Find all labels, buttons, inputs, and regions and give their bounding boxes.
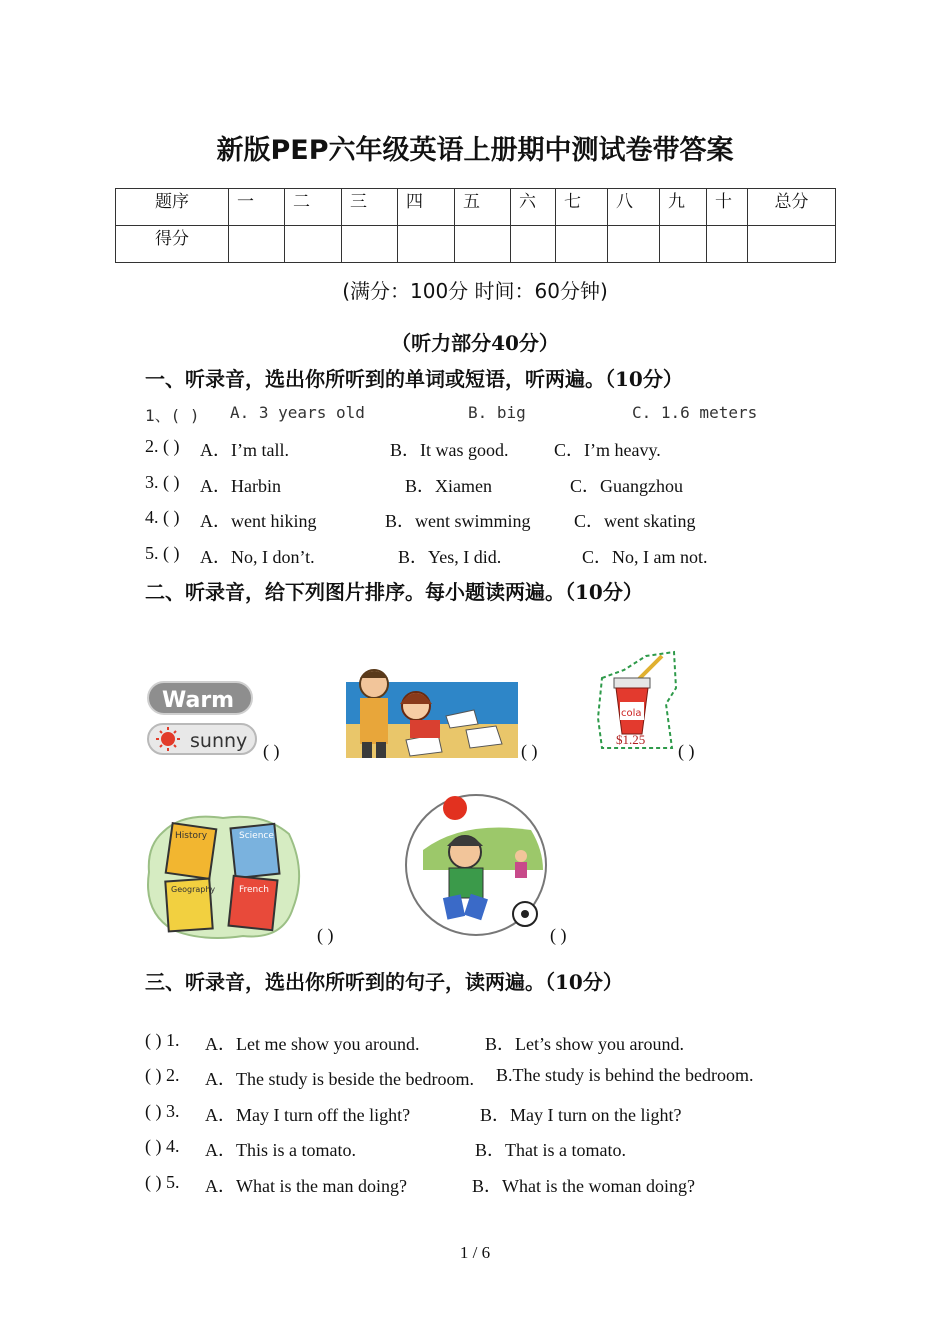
section3-heading: 三、听录音，选出你所听到的句子，读两遍。（10分） — [145, 970, 623, 994]
answer-blank[interactable]: ( ) — [521, 741, 538, 761]
option-b: B．Xiamen — [405, 476, 492, 496]
question-number: ( ) 3. — [145, 1101, 180, 1121]
question-number: 2. ( ) — [145, 436, 180, 456]
option-a: A．went hiking — [200, 511, 317, 531]
answer-blank[interactable]: ( ) — [317, 925, 334, 945]
exam-meta: (满分：100分 时间：60分钟) — [342, 279, 608, 303]
question-number: 5. ( ) — [145, 543, 180, 563]
table-cell: 题序 — [116, 189, 229, 226]
score-input-cell[interactable] — [556, 226, 608, 263]
option-a: A．This is a tomato. — [205, 1140, 356, 1160]
score-input-cell[interactable] — [707, 226, 748, 263]
section1-heading: 一、听录音，选出你所听到的单词或短语，听两遍。（10分） — [145, 367, 683, 391]
option-b: B．Yes, I did. — [398, 547, 502, 567]
table-cell: 四 — [398, 189, 455, 226]
score-input-cell[interactable] — [398, 226, 455, 263]
option-b: B．What is the woman doing? — [472, 1176, 695, 1196]
score-input-cell[interactable] — [608, 226, 660, 263]
option-c: C．went skating — [574, 511, 696, 531]
option-b: B．May I turn on the light? — [480, 1105, 682, 1125]
weather-word-sunny: sunny — [190, 730, 248, 752]
option-b: B．It was good. — [390, 440, 509, 460]
answer-blank[interactable]: ( ) — [550, 925, 567, 945]
option-a: A．Harbin — [200, 476, 281, 496]
option-a: A．What is the man doing? — [205, 1176, 407, 1196]
question-number: ( ) 4. — [145, 1136, 180, 1156]
option-a: A．I’m tall. — [200, 440, 289, 460]
books-picture — [143, 812, 305, 940]
table-cell: 五 — [455, 189, 511, 226]
table-cell: 得分 — [116, 226, 229, 263]
question-number: ( ) 5. — [145, 1172, 180, 1192]
table-cell: 十 — [707, 189, 748, 226]
answer-blank[interactable]: ( ) — [263, 741, 280, 761]
classroom-picture — [346, 664, 518, 758]
score-input-cell[interactable] — [511, 226, 556, 263]
score-input-cell[interactable] — [660, 226, 707, 263]
question-number: ( ) 1. — [145, 1030, 180, 1050]
question-number: 4. ( ) — [145, 507, 180, 527]
option-b: B.The study is behind the bedroom. — [496, 1065, 754, 1085]
table-cell: 九 — [660, 189, 707, 226]
table-cell: 六 — [511, 189, 556, 226]
question-number: 3. ( ) — [145, 472, 180, 492]
cola-label: cola — [621, 708, 642, 719]
book-label-geography: Geography — [171, 885, 216, 894]
option-b: B．went swimming — [385, 511, 531, 531]
option-b: B. big — [468, 403, 526, 422]
option-c: C．Guangzhou — [570, 476, 683, 496]
score-table-score-row — [116, 226, 836, 263]
option-a: A．The study is beside the bedroom. — [205, 1069, 474, 1089]
option-a: A. 3 years old — [230, 403, 365, 422]
option-a: A．No, I don’t. — [200, 547, 315, 567]
weather-word-warm: Warm — [162, 688, 235, 713]
cola-price: $1.25 — [616, 732, 646, 747]
table-cell: 一 — [229, 189, 285, 226]
page-number: 1 / 6 — [459, 1243, 491, 1262]
score-input-cell[interactable] — [285, 226, 342, 263]
question-number: 1、( ) — [145, 406, 200, 425]
cola-picture — [596, 648, 680, 754]
option-a: A．Let me show you around. — [205, 1034, 420, 1054]
option-c: C．I’m heavy. — [554, 440, 661, 460]
score-table — [115, 188, 836, 263]
table-cell: 二 — [285, 189, 342, 226]
book-label-science: Science — [239, 831, 274, 841]
answer-blank[interactable]: ( ) — [678, 741, 695, 761]
option-a: A．May I turn off the light? — [205, 1105, 411, 1125]
book-label-history: History — [175, 831, 208, 841]
option-c: C. 1.6 meters — [632, 403, 758, 422]
score-table-header-row — [116, 189, 836, 226]
score-input-cell[interactable] — [342, 226, 398, 263]
page-title: 新版PEP六年级英语上册期中测试卷带答案 — [216, 135, 734, 166]
table-cell: 八 — [608, 189, 660, 226]
option-b: B．Let’s show you around. — [485, 1034, 684, 1054]
table-cell: 三 — [342, 189, 398, 226]
football-picture — [403, 790, 549, 940]
score-input-cell[interactable] — [455, 226, 511, 263]
book-label-french: French — [239, 885, 269, 895]
score-input-cell[interactable] — [748, 226, 836, 263]
option-c: C．No, I am not. — [582, 547, 708, 567]
table-cell: 七 — [556, 189, 608, 226]
option-b: B．That is a tomato. — [475, 1140, 626, 1160]
table-cell: 总分 — [748, 189, 836, 226]
listening-header: （听力部分40分） — [391, 331, 559, 355]
section2-heading: 二、听录音，给下列图片排序。每小题读两遍。（10分） — [145, 580, 643, 604]
score-input-cell[interactable] — [229, 226, 285, 263]
weather-words-picture — [146, 680, 258, 758]
question-number: ( ) 2. — [145, 1065, 180, 1085]
